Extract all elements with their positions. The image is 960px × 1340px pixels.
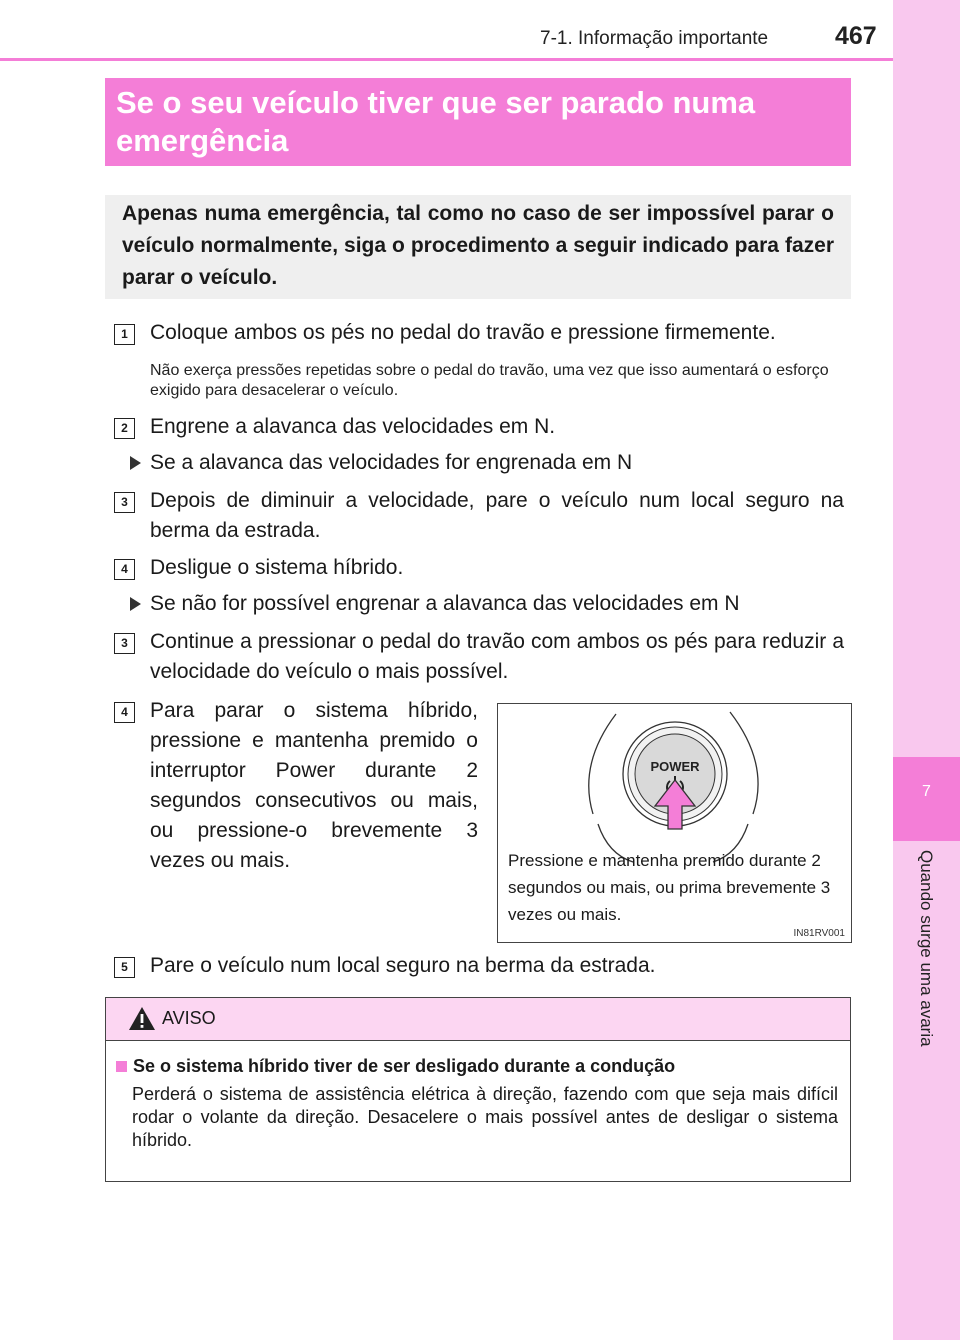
power-switch-figure [497,703,852,943]
intro-text: Apenas numa emergência, tal como no caso de ser impossível parar o veículo normalmente, siga o procedimento a seguir indicado para fazer parar o veículo. [122,202,834,289]
warning-body: Perderá o sistema de assistência elétrica à direção, fazendo com que seja mais difícil rodar o volante da direção. Desacelere o mais possível antes de desligar o sistema híbrido. [132,1084,838,1150]
motion-arc-right-top [730,712,758,814]
warning-subtitle-text: Se o sistema híbrido tiver de ser desligado durante a condução [133,1056,676,1076]
square-bullet-icon [116,1061,127,1072]
step-number: 2 [114,418,135,439]
step-number: 1 [114,324,135,345]
motion-arc-left-top [589,714,616,814]
chapter-number: 7 [922,783,931,800]
warning-header [106,998,850,1041]
header-rule [0,58,893,61]
step-text: Depois de diminuir a velocidade, pare o veículo num local seguro na berma da estrada. [150,489,844,542]
section-heading: 7-1. Informação importante [540,28,769,49]
step-text: Engrene a alavanca das velocidades em N. [150,415,556,438]
intro-box [105,195,851,299]
page-title: Se o seu veículo tiver que ser parado numa emergência [116,85,756,158]
step-text: Coloque ambos os pés no pedal do travão e pressione firmemente. [150,321,776,344]
page-number: 467 [835,22,877,50]
bullet-triangle-icon [130,456,141,470]
power-button-label: POWER [650,759,700,774]
warning-label: AVISO [162,1008,216,1028]
step-text: Para parar o sistema híbrido, pressione e mantenha premido o interruptor Power durante 2 segundos consecutivos ou mais, ou pressione-o brevemente 3 vezes ou mais. [150,699,478,872]
chapter-title-tab [896,850,956,1140]
step-note: Não exerça pressões repetidas sobre o pedal do travão, uma vez que isso aumentará o esforço exigido para desacelerar o veículo. [150,362,829,399]
figure-code: IN81RV001 [793,928,845,939]
step-text: Desligue o sistema híbrido. [150,556,404,579]
chapter-title: Quando surge uma avaria [917,850,936,1047]
step-number: 3 [114,633,135,654]
warning-box [105,997,851,1182]
step-text: Continue a pressionar o pedal do travão com ambos os pés para reduzir a velocidade do veículo o mais possível. [150,630,844,683]
warning-triangle-icon [128,1006,156,1031]
step-number: 5 [114,957,135,978]
condition-heading: Se a alavanca das velocidades for engrenada em N [150,451,633,474]
figure-caption: Pressione e mantenha premido durante 2 segundos ou mais, ou prima brevemente 3 vezes ou mais. [508,851,831,924]
title-banner [105,78,851,166]
warning-subtitle [116,1056,675,1077]
bullet-triangle-icon [130,597,141,611]
step-text: Pare o veículo num local seguro na berma da estrada. [150,954,656,977]
condition-heading: Se não for possível engrenar a alavanca das velocidades em N [150,592,740,615]
step-number: 3 [114,492,135,513]
step-number: 4 [114,559,135,580]
chapter-number-tab [893,757,960,841]
step-number: 4 [114,702,135,723]
